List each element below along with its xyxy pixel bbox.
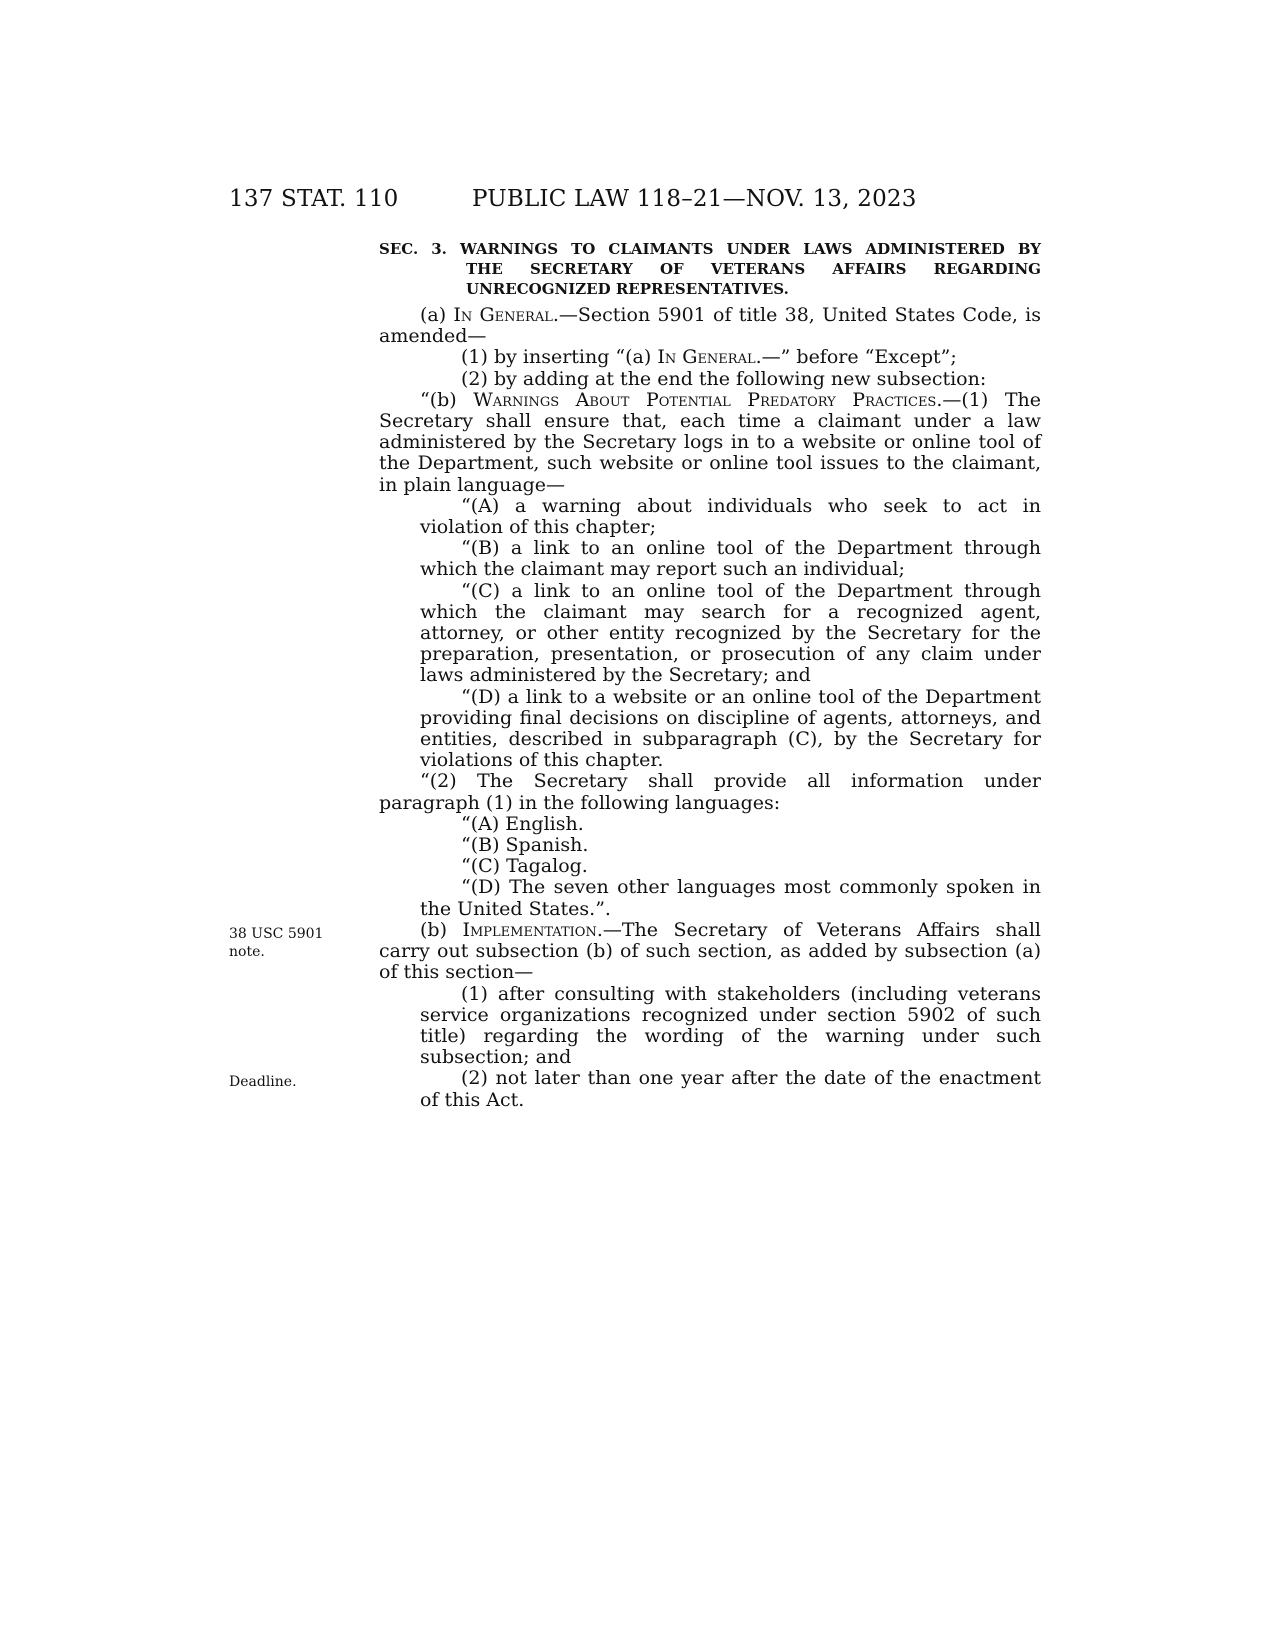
new-subsection-b: “(b) Warnings About Potential Predatory Practices.—(1) The Secretary shall ensure that, each time a claimant under a law administered by the Secretary logs in to a website or online tool of the Department, such website or online tool issues to the claimant, in plain language—	[379, 388, 1041, 496]
section-heading-line3: UNRECOGNIZED REPRESENTATIVES.	[466, 280, 789, 298]
language-others: “(D) The seven other languages most commonly spoken in the United States.”.	[420, 876, 1041, 920]
running-header-title: PUBLIC LAW 118–21—NOV. 13, 2023	[472, 186, 917, 212]
caption-warnings: Warnings About Potential Predatory Practices	[473, 388, 937, 411]
section-body	[379, 305, 1041, 1111]
section-heading	[379, 239, 1041, 299]
subsection-a: (a) In General.—Section 5901 of title 38, United States Code, is amended—	[379, 304, 1041, 348]
language-english: “(A) English.	[461, 812, 584, 835]
section-heading-line2: THE SECRETARY OF VETERANS AFFAIRS REGARDING	[466, 260, 1041, 278]
caption-implementation: Implementation	[462, 918, 597, 941]
paragraph-b2: “(2) The Secretary shall provide all information under paragraph (1) in the following languages:	[379, 770, 1041, 814]
margin-note-usc	[229, 925, 323, 961]
statute-page-number: 137 STAT. 110	[229, 186, 399, 212]
margin-note-deadline: Deadline.	[229, 1074, 297, 1090]
paragraph-a2: (2) by adding at the end the following new subsection:	[461, 367, 987, 390]
caption-in-general: In General	[453, 304, 553, 326]
subparagraph-b-C: “(C) a link to an online tool of the Department through which the claimant may search for a recognized agent, attorney, or other entity recognized by the Secretary for the preparation, presentation, or prosecution of any claim under laws administered by the Secretary; and	[420, 579, 1041, 687]
subparagraph-b-D: “(D) a link to a website or an online tool of the Department providing final decisions on discipline of agents, attorneys, and entities, described in subparagraph (C), by the Secretary for violations of this chapter.	[420, 685, 1041, 772]
implementation-2: (2) not later than one year after the date of the enactment of this Act.	[420, 1067, 1041, 1111]
language-spanish: “(B) Spanish.	[461, 834, 589, 857]
implementation-1: (1) after consulting with stakeholders (including veterans service organizations recognized under section 5902 of such title) regarding the wording of the warning under such subsection; and	[420, 982, 1041, 1069]
language-tagalog: “(C) Tagalog.	[461, 855, 588, 878]
margin-note-usc-line2: note.	[229, 944, 265, 960]
caption-in-general-quoted: In General	[657, 346, 756, 369]
subsection-b-implementation: (b) Implementation.—The Secretary of Veterans Affairs shall carry out subsection (b) of such section, as added by subsection (a) of this section—	[379, 918, 1042, 984]
subparagraph-b-A: “(A) a warning about individuals who seek to act in violation of this chapter;	[420, 494, 1041, 539]
margin-note-usc-line1: 38 USC 5901	[229, 926, 324, 942]
subparagraph-b-B: “(B) a link to an online tool of the Department through which the claimant may report such an individual;	[420, 537, 1041, 581]
section-heading-line1: SEC. 3. WARNINGS TO CLAIMANTS UNDER LAWS ADMINISTERED BY	[379, 240, 1041, 258]
paragraph-a1: (1) by inserting “(a) In General.—” before “Except”;	[461, 346, 957, 369]
